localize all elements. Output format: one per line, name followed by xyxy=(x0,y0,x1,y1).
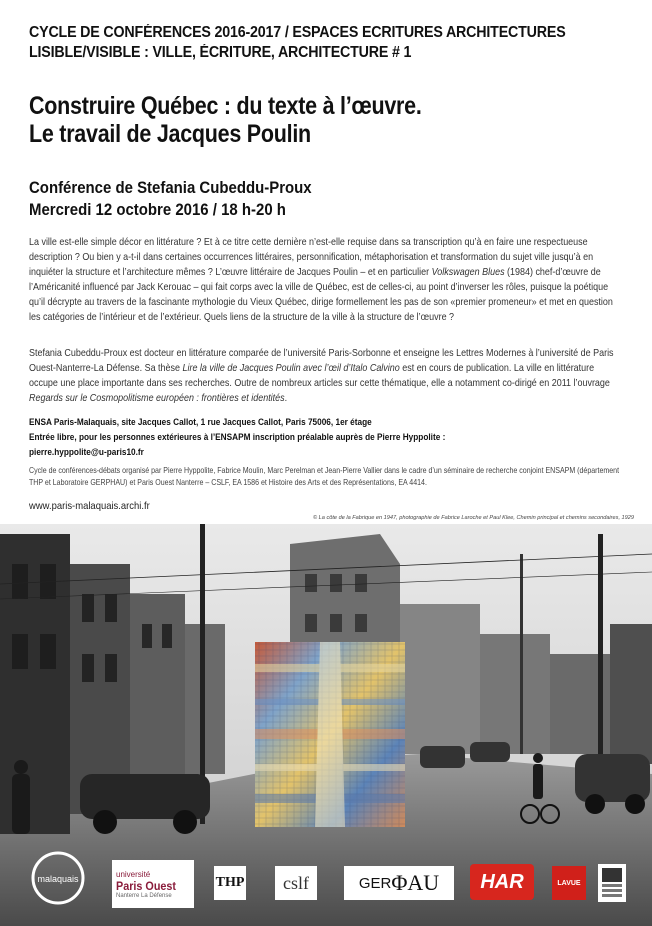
gerphau-logo-text-a: GER xyxy=(358,874,392,892)
har-logo xyxy=(470,864,534,900)
har-logo-text: HAR xyxy=(480,870,524,893)
paris-ouest-sub: Nanterre La Défense xyxy=(116,892,172,899)
photo-credit: © La côte de la Fabrique en 1947, photographie de Fabrice Laroche et Paul Klee, Chemin principal et chemins secondaires, 1929 xyxy=(313,515,634,521)
paris-ouest-logo xyxy=(112,860,194,908)
date-line: Mercredi 12 octobre 2016 / 18 h-20 h xyxy=(29,200,286,219)
bio-text-b: est en cours de publication. La ville en littérature occupe une place importante dans ses recherches. Outre de nombreux articles sur cette thématique, elle a notamment co-dirigé en 2011 l’ouvrage xyxy=(29,363,610,390)
bio-text-a: Stefania Cubeddu-Proux est docteur en littérature comparée de l’université Paris-Sorbonne et enseigne les Lettres Modernes à l’université de Paris Ouest-Nanterre-La Défense. Sa thèse xyxy=(29,348,614,375)
bio-thesis-title: Lire la ville de Jacques Poulin avec l’œil d’Italo Calvino xyxy=(182,363,400,375)
conference-title-line2: Le travail de Jacques Poulin xyxy=(29,120,311,148)
contact-email[interactable]: pierre.hyppolite@u-paris10.fr xyxy=(29,447,144,458)
malaquais-logo-text: malaquais xyxy=(37,874,79,884)
lavue-logo-text: LAVUE xyxy=(557,879,581,887)
website-link[interactable]: www.paris-malaquais.archi.fr xyxy=(29,500,150,512)
cycle-organizers-note: Cycle de conférences-débats organisé par Pierre Hyppolite, Fabrice Moulin, Marc Perelman et Jean-Pierre Vallier dans le cadre d’un séminaire de recherche conjoint ENSAPM (département THP et Laboratoire GERPHAU) et Paris Ouest Nanterre – CSLF, EA 1586 et Histoire des Arts et des Représentations, EA 4414. xyxy=(29,466,620,487)
venue-address: ENSA Paris-Malaquais, site Jacques Callot, 1 rue Jacques Callot, Paris 75006, 1er étage xyxy=(29,417,372,428)
abstract-paragraph xyxy=(29,235,623,326)
bio-text-c: . xyxy=(284,393,288,405)
klee-painting xyxy=(255,642,405,827)
paris-ouest-top: université xyxy=(116,869,151,879)
abstract-text-b: (1984) chef-d’œuvre de l’Américanité influencé par Jack Kerouac – qui fait corps avec la ville de Québec, est de celles-ci, au point d’inverser les rôles, puisque la poétique qu’il décrypte au travers de la fascinante mythologie du Vieux Québec, dirige formellement les pas de son «premier promeneur» et met en question les catégories de l’intérieur et de l’extérieur. Quels liens de la structure de la ville à la structure de l’œuvre ? xyxy=(29,267,613,324)
cycle-header-line1: CYCLE DE CONFÉRENCES 2016-2017 / ESPACES ECRITURES ARCHITECTURES xyxy=(29,24,566,41)
paris-ouest-main: Paris Ouest xyxy=(116,878,177,893)
cslf-logo xyxy=(275,866,317,900)
conference-title-line1: Construire Québec : du texte à l’œuvre. xyxy=(29,92,422,120)
thp-logo-text: THP xyxy=(215,875,245,890)
cslf-logo-text: cslf xyxy=(283,872,309,893)
marianne-icon xyxy=(598,864,626,902)
bio-paragraph xyxy=(29,346,623,406)
gerphau-logo-text-b: ΦAU xyxy=(391,870,440,895)
cycle-header-line2: LISIBLE/VISIBLE : VILLE, ÉCRITURE, ARCHITECTURE # 1 xyxy=(29,44,412,61)
lavue-logo xyxy=(552,866,586,900)
speaker-line: Conférence de Stefania Cubeddu-Proux xyxy=(29,178,312,197)
malaquais-circle-icon xyxy=(28,850,88,906)
malaquais-logo xyxy=(28,850,88,906)
gerphau-logo xyxy=(344,866,454,900)
registration-note: Entrée libre, pour les personnes extérieures à l’ENSAPM inscription préalable auprès de Pierre Hyppolite : xyxy=(29,432,446,443)
marianne-logo xyxy=(598,864,626,902)
abstract-book-title: Volkswagen Blues xyxy=(431,267,505,279)
thp-logo xyxy=(214,866,246,900)
abstract-text-a: La ville est-elle simple décor en littérature ? Et à ce titre cette dernière n’est-elle requise dans sa transcription qu’à en faire une respectueuse description ? Ou bien y a-t-il dans certaines occurrences littéraires, personnification, métaphorisation et transformation du sujet ville jusqu’à en inquiéter la structure et l’architecture mêmes ? L’œuvre littéraire de Jacques Poulin – et en particulier xyxy=(29,237,594,279)
bio-book-title: Regards sur le Cosmopolitisme européen : frontières et identités xyxy=(29,393,285,405)
